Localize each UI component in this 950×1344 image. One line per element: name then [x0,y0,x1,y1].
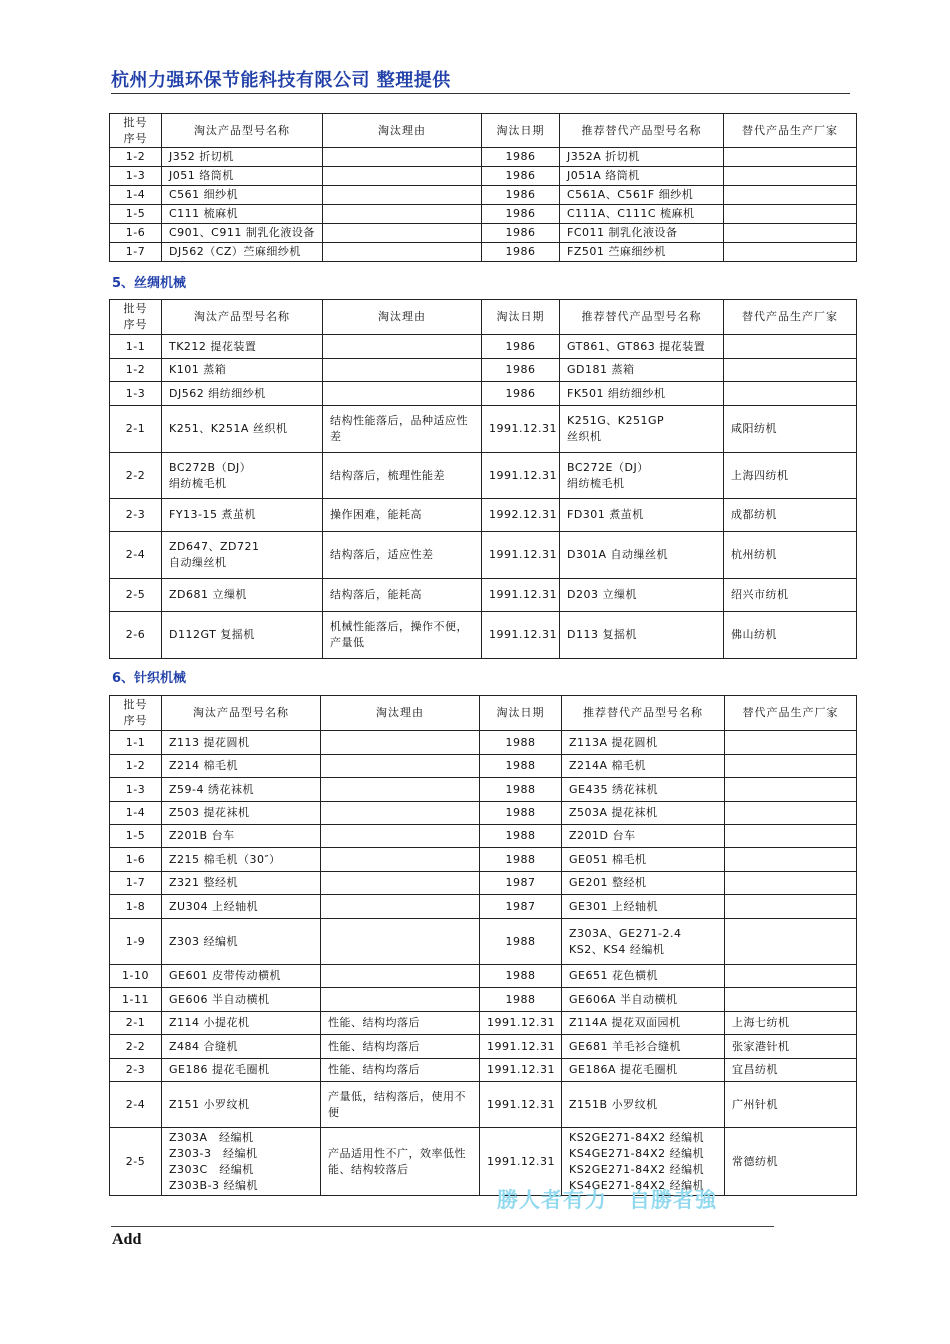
table-row [110,778,857,802]
table-cell: 机械性能落后，操作不便，产量低 [323,612,482,659]
table-cell: 2-5 [110,579,162,612]
table-row [110,243,857,262]
table-row [110,453,857,499]
table-row [110,1128,857,1196]
table-silk-machinery [109,299,857,659]
table-cell: 2-3 [110,1059,162,1082]
table-cell: 1991.12.31 [482,579,560,612]
table-cell: KS2GE271-84X2 经编机 KS4GE271-84X2 经编机 KS2GE271-84X2 经编机 KS4GE271-84X2 经编机 [562,1128,725,1196]
table-cell [725,848,857,872]
table-row [110,988,857,1012]
table-cell: 结构落后，能耗高 [323,579,482,612]
table-cell: 1986 [482,205,560,224]
table-row [110,755,857,778]
table-cell: Z201D 台车 [562,825,725,848]
table-cell: 佛山纺机 [724,612,857,659]
table-cell: 产品适用性不广，效率低性能、结构较落后 [321,1128,480,1196]
table-header-row [110,114,857,148]
table-cell: GE651 花色横机 [562,965,725,988]
table-cell: Z214A 棉毛机 [562,755,725,778]
table-cell [321,731,480,755]
table-cell: 1-2 [110,148,162,167]
table-cell: GE301 上经轴机 [562,895,725,919]
table-cell: FC011 制乳化液设备 [560,224,724,243]
table-row [110,224,857,243]
table-cell: 1991.12.31 [480,1035,562,1059]
table-cell [321,872,480,895]
table-cell: FY13-15 煮茧机 [162,499,323,532]
table-cell [724,167,857,186]
table-cell: BC272B（DJ） 绢纺梳毛机 [162,453,323,499]
table-cell: 1986 [482,186,560,205]
table-cell: C561A、C561F 细纱机 [560,186,724,205]
table-cell: J051 络筒机 [162,167,323,186]
table-cell: J352A 折切机 [560,148,724,167]
column-header: 批号 序号 [110,114,162,148]
footer-address: Add [112,1231,142,1248]
table-cell: BC272E（DJ） 绢纺梳毛机 [560,453,724,499]
footer-divider [111,1226,774,1227]
table-cell: 1-1 [110,731,162,755]
table-cell: 1986 [482,148,560,167]
table-row [110,532,857,579]
table-cell: 1991.12.31 [480,1128,562,1196]
table-row [110,825,857,848]
table-cell: 1-4 [110,186,162,205]
table-cell: GT861、GT863 提花装置 [560,335,724,359]
table-cell: C111A、C111C 梳麻机 [560,205,724,224]
table-row [110,406,857,453]
table-row [110,802,857,825]
table-cell: 1987 [480,872,562,895]
table-cell: 1986 [482,167,560,186]
table-cell [724,148,857,167]
table-cell: 2-4 [110,1082,162,1128]
table-cell [725,802,857,825]
table-cell: GE435 绣花袜机 [562,778,725,802]
section-title-knitting: 6、针织机械 [112,671,187,686]
table-cell: GE681 羊毛衫合缝机 [562,1035,725,1059]
table-cell [724,335,857,359]
table-cell: 张家港针机 [725,1035,857,1059]
table-cell: 1988 [480,825,562,848]
table-cell: 1-5 [110,205,162,224]
table-cell: C561 细纱机 [162,186,323,205]
table-cell: 1-3 [110,778,162,802]
table-cell: 成都纺机 [724,499,857,532]
table-cell: FZ501 苎麻细纱机 [560,243,724,262]
column-header: 推荐替代产品型号名称 [560,300,724,335]
table-cell: 1987 [480,895,562,919]
column-header: 替代产品生产厂家 [724,114,857,148]
table-cell: Z503A 提花袜机 [562,802,725,825]
table-textile-machinery [109,113,857,262]
table-cell [724,359,857,382]
table-cell [323,243,482,262]
table-cell: FK501 绢纺细纱机 [560,382,724,406]
table-cell [725,988,857,1012]
table-cell: 2-1 [110,1012,162,1035]
table-cell: FD301 煮茧机 [560,499,724,532]
table-cell: 2-1 [110,406,162,453]
table-cell: 1-7 [110,872,162,895]
table-cell [321,988,480,1012]
table-cell: GE051 棉毛机 [562,848,725,872]
table-row [110,731,857,755]
table-cell: 1991.12.31 [482,406,560,453]
table-row [110,499,857,532]
table-cell [323,148,482,167]
table-cell [724,186,857,205]
table-cell [321,965,480,988]
table-cell: Z303A、GE271-2.4 KS2、KS4 经编机 [562,919,725,965]
column-header: 淘汰产品型号名称 [162,696,321,731]
table-cell [321,895,480,919]
table-cell: 性能、结构均落后 [321,1059,480,1082]
table-cell: 杭州纺机 [724,532,857,579]
table-cell: Z151B 小罗纹机 [562,1082,725,1128]
section-title-silk: 5、丝绸机械 [112,276,187,291]
table-knitting-machinery [109,695,857,1196]
table-cell: 宜昌纺机 [725,1059,857,1082]
table-cell: DJ562 绢纺细纱机 [162,382,323,406]
table-cell: 1988 [480,919,562,965]
table-cell: GE186 提花毛圈机 [162,1059,321,1082]
table-cell: D301A 自动缫丝机 [560,532,724,579]
table-row [110,612,857,659]
table-cell: 绍兴市纺机 [724,579,857,612]
table-cell: DJ562（CZ）苎麻细纱机 [162,243,323,262]
column-header: 淘汰日期 [480,696,562,731]
table-cell: Z503 提花袜机 [162,802,321,825]
table-cell: 1988 [480,778,562,802]
table-cell: 1991.12.31 [482,612,560,659]
table-cell: Z201B 台车 [162,825,321,848]
table-cell: K251G、K251GP 丝织机 [560,406,724,453]
column-header: 淘汰日期 [482,300,560,335]
table-cell [724,205,857,224]
table-cell [724,243,857,262]
table-cell: Z113A 提花圆机 [562,731,725,755]
table-row [110,167,857,186]
table-cell: Z151 小罗纹机 [162,1082,321,1128]
table-cell [321,919,480,965]
table-cell [725,778,857,802]
table-cell: 操作困难，能耗高 [323,499,482,532]
table-cell: 2-6 [110,612,162,659]
table-cell: Z484 合缝机 [162,1035,321,1059]
table-cell: Z321 整经机 [162,872,321,895]
column-header: 推荐替代产品型号名称 [560,114,724,148]
table-cell [323,335,482,359]
company-header: 杭州力强环保节能科技有限公司 整理提供 [111,70,451,91]
table-cell [323,167,482,186]
table-cell: GE606A 半自动横机 [562,988,725,1012]
table-cell: 1986 [482,359,560,382]
table-cell: 结构落后，梳理性能差 [323,453,482,499]
column-header: 淘汰理由 [321,696,480,731]
table-header-row [110,300,857,335]
table-row [110,186,857,205]
table-cell: 1986 [482,335,560,359]
table-cell: 1988 [480,988,562,1012]
table-cell: 2-2 [110,453,162,499]
table-row [110,1059,857,1082]
table-cell: 1988 [480,731,562,755]
table-cell: D112GT 复摇机 [162,612,323,659]
table-cell [725,965,857,988]
table-row [110,919,857,965]
table-header-row [110,696,857,731]
table-cell: Z215 棉毛机（30″） [162,848,321,872]
table-cell: 1-10 [110,965,162,988]
table-cell [724,382,857,406]
table-cell [321,825,480,848]
table-cell: 1988 [480,755,562,778]
table-cell [725,919,857,965]
table-cell: C111 梳麻机 [162,205,323,224]
table-row [110,382,857,406]
table-cell [724,224,857,243]
column-header: 替代产品生产厂家 [725,696,857,731]
table-cell: 性能、结构均落后 [321,1035,480,1059]
table-cell: 1988 [480,848,562,872]
table-cell: Z303 经编机 [162,919,321,965]
table-row [110,359,857,382]
table-cell: 1986 [482,382,560,406]
table-cell: 广州针机 [725,1082,857,1128]
column-header: 淘汰日期 [482,114,560,148]
table-cell: Z113 提花圆机 [162,731,321,755]
table-cell [321,848,480,872]
table-row [110,848,857,872]
table-cell [323,186,482,205]
table-cell: 2-5 [110,1128,162,1196]
table-cell: 2-2 [110,1035,162,1059]
table-cell: 2-4 [110,532,162,579]
table-cell: Z59-4 绣花袜机 [162,778,321,802]
table-cell: 性能、结构均落后 [321,1012,480,1035]
table-cell: 1-11 [110,988,162,1012]
table-row [110,872,857,895]
table-cell: GE606 半自动横机 [162,988,321,1012]
table-row [110,205,857,224]
table-cell: Z114 小提花机 [162,1012,321,1035]
table-cell: Z114A 提花双面园机 [562,1012,725,1035]
table-row [110,579,857,612]
header-divider [111,93,850,94]
column-header: 淘汰理由 [323,114,482,148]
table-cell: 咸阳纺机 [724,406,857,453]
column-header: 淘汰产品型号名称 [162,300,323,335]
table-cell: GE601 皮带传动横机 [162,965,321,988]
table-row [110,965,857,988]
column-header: 批号 序号 [110,300,162,335]
table-cell: ZD681 立缫机 [162,579,323,612]
table-cell: K101 蒸箱 [162,359,323,382]
table-cell: 上海四纺机 [724,453,857,499]
table-row [110,1035,857,1059]
table-cell: 结构落后，适应性差 [323,532,482,579]
table-cell: J352 折切机 [162,148,323,167]
table-cell [725,825,857,848]
table-cell: D203 立缫机 [560,579,724,612]
table-cell: 1-1 [110,335,162,359]
table-row [110,148,857,167]
table-cell: 1-3 [110,167,162,186]
table-cell: J051A 络筒机 [560,167,724,186]
table-cell: TK212 提花装置 [162,335,323,359]
column-header: 替代产品生产厂家 [724,300,857,335]
table-cell: 1991.12.31 [480,1012,562,1035]
table-row [110,335,857,359]
table-cell [725,755,857,778]
table-cell: 1991.12.31 [480,1082,562,1128]
table-cell [323,205,482,224]
table-cell: 1-9 [110,919,162,965]
table-cell: 1991.12.31 [482,453,560,499]
watermark: 勝人者有力 自勝者強 [497,1188,717,1212]
table-cell: 1986 [482,224,560,243]
table-cell [725,731,857,755]
table-cell: D113 复摇机 [560,612,724,659]
table-cell: 上海七纺机 [725,1012,857,1035]
table-cell: 1991.12.31 [480,1059,562,1082]
table-row [110,895,857,919]
table-cell [725,872,857,895]
table-cell: 产量低，结构落后，使用不便 [321,1082,480,1128]
column-header: 淘汰产品型号名称 [162,114,323,148]
table-cell [323,359,482,382]
table-cell: 1-7 [110,243,162,262]
table-cell: GE186A 提花毛圈机 [562,1059,725,1082]
table-cell: 结构性能落后，品种适应性差 [323,406,482,453]
table-cell [321,778,480,802]
table-cell [323,224,482,243]
table-cell: K251、K251A 丝织机 [162,406,323,453]
table-cell: C901、C911 制乳化液设备 [162,224,323,243]
table-cell [323,382,482,406]
column-header: 淘汰理由 [323,300,482,335]
table-cell: 1988 [480,802,562,825]
table-cell: 1-6 [110,848,162,872]
table-row [110,1012,857,1035]
table-cell: 1-3 [110,382,162,406]
table-cell: 1-4 [110,802,162,825]
table-cell [321,755,480,778]
table-cell: ZU304 上经轴机 [162,895,321,919]
table-cell: 1-5 [110,825,162,848]
table-cell [321,802,480,825]
table-cell: 1-2 [110,755,162,778]
table-cell: 1988 [480,965,562,988]
table-cell: 1-8 [110,895,162,919]
table-row [110,1082,857,1128]
table-cell [725,895,857,919]
table-cell: 1-2 [110,359,162,382]
table-cell: Z214 棉毛机 [162,755,321,778]
column-header: 批号 序号 [110,696,162,731]
table-cell: 1986 [482,243,560,262]
table-cell: 常德纺机 [725,1128,857,1196]
table-cell: GD181 蒸箱 [560,359,724,382]
table-cell: 2-3 [110,499,162,532]
table-cell: GE201 整经机 [562,872,725,895]
table-cell: 1-6 [110,224,162,243]
table-cell: 1991.12.31 [482,532,560,579]
table-cell: ZD647、ZD721 自动缫丝机 [162,532,323,579]
column-header: 推荐替代产品型号名称 [562,696,725,731]
table-cell: 1992.12.31 [482,499,560,532]
table-cell: Z303A 经编机 Z303-3 经编机 Z303C 经编机 Z303B-3 经编机 [162,1128,321,1196]
